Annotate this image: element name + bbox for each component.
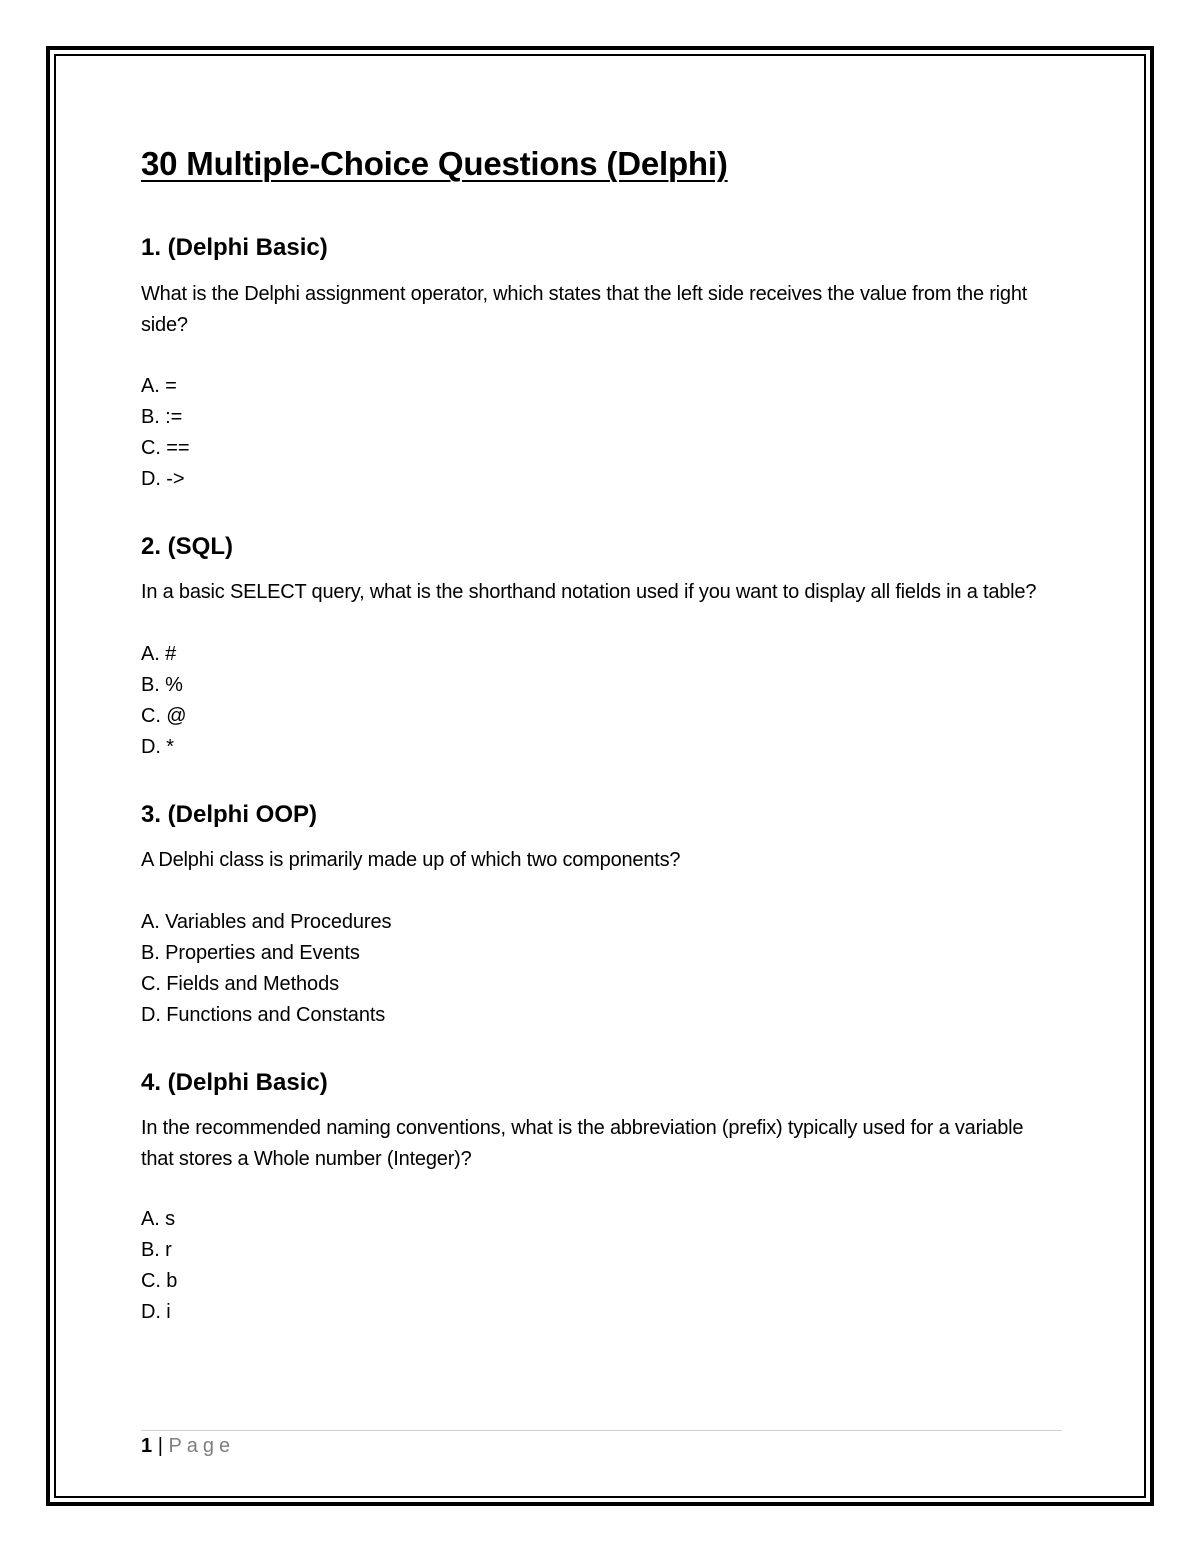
option-list [141, 371, 1061, 495]
option-d: D. Functions and Constants [141, 1004, 386, 1026]
option-d: D. -> [141, 468, 185, 490]
question-2 [141, 530, 1061, 763]
question-4 [141, 1066, 1061, 1328]
option-a: A. Variables and Procedures [141, 911, 392, 933]
option-b: B. r [141, 1239, 172, 1261]
question-heading: 3. (Delphi OOP) [141, 801, 318, 828]
option-c: C. b [141, 1270, 178, 1292]
option-d: D. i [141, 1301, 171, 1323]
option-a: A. s [141, 1208, 176, 1230]
question-text: A Delphi class is primarily made up of which two components? [141, 849, 681, 871]
option-list [141, 907, 1061, 1031]
footer-separator: | [157, 1435, 163, 1457]
option-b: B. Properties and Events [141, 942, 360, 964]
question-1 [141, 231, 1061, 495]
question-text: In the recommended naming conventions, what is the abbreviation (prefix) typically used for a variable that stores a Whole number (Integer)? [141, 1117, 1024, 1170]
footer-divider [141, 1430, 1062, 1431]
question-heading: 1. (Delphi Basic) [141, 234, 328, 261]
option-d: D. * [141, 736, 174, 758]
document-body [141, 140, 1061, 1328]
page-footer [141, 1433, 235, 1459]
option-c: C. Fields and Methods [141, 973, 339, 995]
option-list [141, 1204, 1061, 1328]
option-a: A. # [141, 643, 177, 665]
document-title: 30 Multiple-Choice Questions (Delphi) [141, 145, 728, 182]
option-c: C. @ [141, 705, 187, 727]
option-b: B. % [141, 674, 183, 696]
page-label: Page [168, 1435, 236, 1457]
question-3 [141, 798, 1061, 1031]
question-text: What is the Delphi assignment operator, which states that the left side receives the value from the right side? [141, 283, 1028, 336]
option-b: B. := [141, 406, 183, 428]
question-heading: 2. (SQL) [141, 533, 234, 560]
question-text: In a basic SELECT query, what is the shorthand notation used if you want to display all fields in a table? [141, 581, 1037, 603]
page-number: 1 [141, 1435, 153, 1457]
option-a: A. = [141, 375, 177, 397]
question-heading: 4. (Delphi Basic) [141, 1069, 328, 1096]
option-c: C. == [141, 437, 190, 459]
option-list [141, 639, 1061, 763]
